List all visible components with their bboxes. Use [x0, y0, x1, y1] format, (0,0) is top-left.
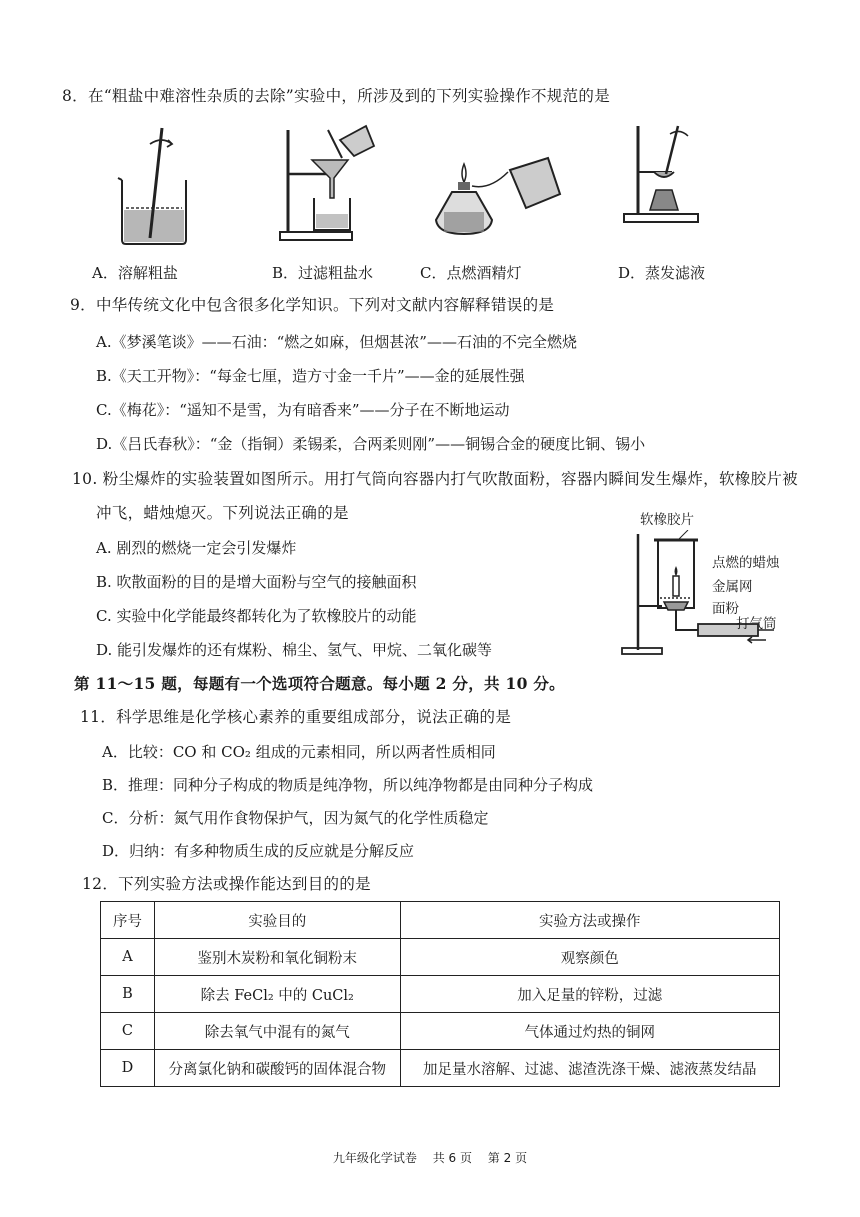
q8-option-c: C．点燃酒精灯 — [420, 264, 522, 282]
table-header-cell: 序号 — [101, 902, 155, 939]
q8-figure-b-filtration — [262, 120, 382, 248]
q10-option-d: D. 能引发爆炸的还有煤粉、棉尘、氢气、甲烷、二氧化碳等 — [96, 641, 493, 659]
table-header-row — [101, 902, 780, 939]
q8-figure-c-lighting-lamp — [430, 150, 570, 240]
q9-option-d: D.《吕氏春秋》：“金（指铜）柔锡柔，合两柔则刚”——铜锡合金的硬度比铜、锡小 — [96, 435, 646, 453]
table-cell: 分离氯化钠和碳酸钙的固体混合物 — [154, 1050, 400, 1087]
table-row — [101, 976, 780, 1013]
q11-option-a: A．比较：CO 和 CO₂ 组成的元素相同，所以两者性质相同 — [102, 743, 496, 761]
table-cell: C — [101, 1013, 155, 1050]
q8-stem: 8．在“粗盐中难溶性杂质的去除”实验中，所涉及到的下列实验操作不规范的是 — [62, 87, 611, 105]
table-row — [101, 1050, 780, 1087]
q10-label-flour: 面粉 — [712, 601, 739, 617]
q10-dust-explosion-apparatus — [618, 530, 778, 660]
q9-stem: 9．中华传统文化中包含很多化学知识。下列对文献内容解释错误的是 — [70, 296, 555, 314]
q8-option-a: A．溶解粗盐 — [92, 264, 178, 282]
q12-stem: 12．下列实验方法或操作能达到目的的是 — [82, 875, 371, 893]
q12-experiment-table — [100, 901, 780, 1087]
table-cell: 气体通过灼热的铜网 — [400, 1013, 779, 1050]
q8-figure-a-dissolving — [110, 118, 200, 248]
table-row — [101, 1013, 780, 1050]
section-note: 第 11～15 题，每题有一个选项符合题意。每小题 2 分，共 10 分。 — [74, 674, 565, 693]
q8-figure-d-evaporation — [616, 120, 706, 230]
table-row — [101, 939, 780, 976]
q8-option-b: B．过滤粗盐水 — [272, 264, 374, 282]
page-footer: 九年级化学试卷 共 6 页 第 2 页 — [332, 1151, 528, 1165]
q11-option-b: B．推理：同种分子构成的物质是纯净物，所以纯净物都是由同种分子构成 — [102, 776, 594, 794]
table-cell: D — [101, 1050, 155, 1087]
q11-stem: 11．科学思维是化学核心素养的重要组成部分，说法正确的是 — [80, 708, 512, 726]
table-cell: 除去氧气中混有的氮气 — [154, 1013, 400, 1050]
table-cell: B — [101, 976, 155, 1013]
q10-label-mesh: 金属网 — [712, 579, 753, 595]
table-cell: 鉴别木炭粉和氧化铜粉末 — [154, 939, 400, 976]
q10-stem-line1: 10. 粉尘爆炸的实验装置如图所示。用打气筒向容器内打气吹散面粉，容器内瞬间发生爆炸，软橡胶片被 — [72, 470, 798, 488]
q10-stem-line2: 冲飞，蜡烛熄灭。下列说法正确的是 — [96, 504, 349, 522]
q10-option-a: A. 剧烈的燃烧一定会引发爆炸 — [96, 539, 297, 557]
table-header-cell: 实验方法或操作 — [400, 902, 779, 939]
table-cell: 加足量水溶解、过滤、滤渣洗涤干燥、滤液蒸发结晶 — [400, 1050, 779, 1087]
q9-option-a: A.《梦溪笔谈》——石油：“燃之如麻，但烟甚浓”——石油的不完全燃烧 — [96, 333, 577, 351]
table-cell: A — [101, 939, 155, 976]
q9-option-b: B.《天工开物》：“每金七厘，造方寸金一千片”——金的延展性强 — [96, 367, 525, 385]
q10-option-b: B. 吹散面粉的目的是增大面粉与空气的接触面积 — [96, 573, 417, 591]
q10-label-pump: 打气筒 — [736, 616, 777, 632]
table-cell: 观察颜色 — [400, 939, 779, 976]
q10-label-candle: 点燃的蜡烛 — [712, 555, 780, 571]
table-cell: 除去 FeCl₂ 中的 CuCl₂ — [154, 976, 400, 1013]
q9-option-c: C.《梅花》：“遥知不是雪，为有暗香来”——分子在不断地运动 — [96, 401, 510, 419]
q10-option-c: C. 实验中化学能最终都转化为了软橡胶片的动能 — [96, 607, 417, 625]
q11-option-c: C．分析：氮气用作食物保护气，因为氮气的化学性质稳定 — [102, 809, 489, 827]
table-cell: 加入足量的锌粉，过滤 — [400, 976, 779, 1013]
q10-label-rubber: 软橡胶片 — [640, 512, 694, 528]
q8-option-d: D．蒸发滤液 — [618, 264, 706, 282]
table-header-cell: 实验目的 — [154, 902, 400, 939]
q11-option-d: D．归纳：有多种物质生成的反应就是分解反应 — [102, 842, 415, 860]
